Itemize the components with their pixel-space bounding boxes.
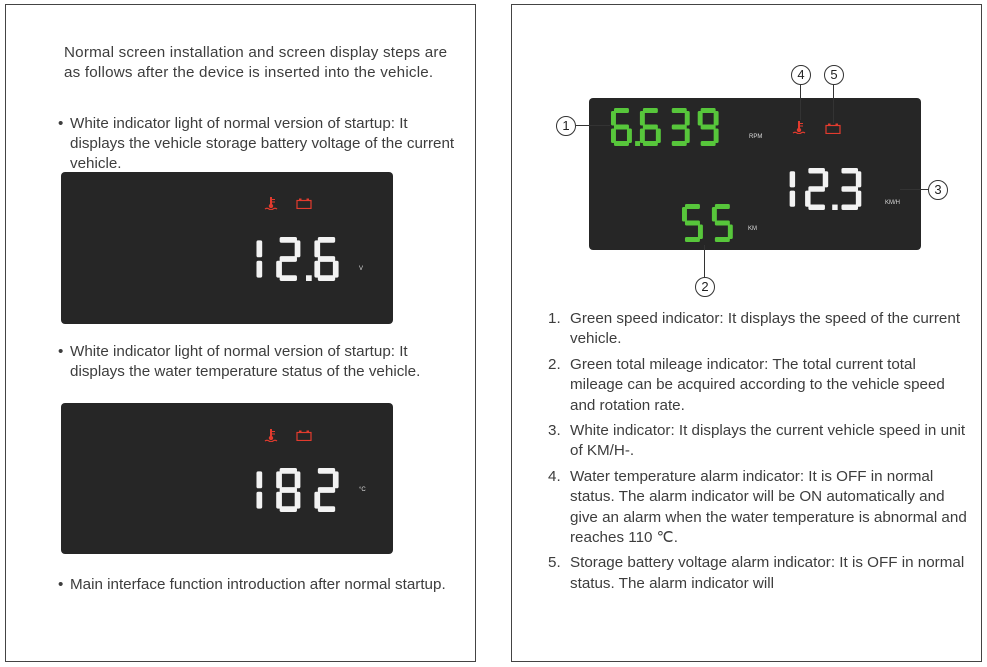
temperature-unit: °C <box>359 487 366 493</box>
segment-a <box>808 168 825 173</box>
list-item <box>548 421 968 462</box>
segment-d <box>701 141 716 146</box>
segment-g <box>614 125 629 130</box>
callout-2: 2 <box>695 277 715 297</box>
decimal-point <box>635 141 640 146</box>
battery-icon <box>296 430 312 441</box>
segment-a <box>318 468 335 474</box>
display-battery-voltage <box>61 172 393 324</box>
mileage-digits <box>682 204 752 246</box>
segment-b <box>256 471 262 488</box>
segment-g <box>280 487 297 493</box>
bullet-dot: • <box>58 576 64 593</box>
segment-d <box>715 237 730 242</box>
segment-a <box>841 168 858 173</box>
item-number: 3. <box>548 422 561 440</box>
segment-f <box>640 111 645 126</box>
item-text: Storage battery voltage alarm indicator: It is OFF in normal status. The alarm indicator will <box>570 554 965 592</box>
callout-line <box>833 85 834 123</box>
segment-d <box>614 141 629 146</box>
segment-b <box>333 471 339 488</box>
temperature-digits <box>238 468 378 516</box>
display-water-temperature <box>61 403 393 554</box>
segment-g <box>841 186 858 191</box>
callout-line <box>704 245 705 277</box>
voltage-digits <box>238 237 378 285</box>
segment-g <box>318 487 335 493</box>
item-number: 1. <box>548 310 561 327</box>
segment-d <box>808 205 825 210</box>
segment-e <box>314 261 320 278</box>
item-text: White indicator: It displays the current vehicle speed in unit of KM/H-. <box>570 422 966 460</box>
segment-b <box>685 111 690 126</box>
decimal-point <box>306 275 312 281</box>
list-item <box>548 467 968 549</box>
list-item <box>548 355 968 416</box>
segment-b <box>256 240 262 257</box>
callout-5: 5 <box>824 65 844 85</box>
segment-f <box>276 471 282 488</box>
segment-g <box>685 221 700 226</box>
segment-f <box>698 111 703 126</box>
segment-f <box>314 240 320 257</box>
segment-f <box>682 207 687 222</box>
mileage-unit: KM <box>748 226 757 232</box>
segment-a <box>280 468 297 474</box>
segment-a <box>318 237 335 243</box>
battery-icon <box>825 123 841 134</box>
segment-g <box>643 125 658 130</box>
item-number: 5. <box>548 554 561 572</box>
segment-g <box>715 221 730 226</box>
indicator-descriptions <box>548 309 968 599</box>
segment-e <box>276 261 282 278</box>
segment-c <box>295 492 301 509</box>
segment-c <box>790 191 795 207</box>
item-text: Water temperature alarm indicator: It is OFF in normal status. The alarm indicator will be ON automatically and give an alarm when the water temperature is abnormal and reaches 110 ℃. <box>570 467 967 547</box>
segment-g <box>318 256 335 262</box>
right-page <box>511 4 982 662</box>
segment-a <box>672 108 687 113</box>
callout-line <box>576 125 610 126</box>
left-page <box>5 4 476 662</box>
segment-d <box>672 141 687 146</box>
bullet-battery-voltage <box>58 114 458 174</box>
segment-a <box>685 204 700 209</box>
segment-g <box>672 125 687 130</box>
segment-d <box>643 141 658 146</box>
intro-text: Normal screen installation and screen display steps are as follows after the device is inserted into the vehicle. <box>64 44 448 81</box>
segment-a <box>280 237 297 243</box>
segment-f <box>712 207 717 222</box>
speed-digits <box>772 168 887 214</box>
segment-e <box>314 492 320 509</box>
segment-a <box>643 108 658 113</box>
item-text: Green total mileage indicator: The total current total mileage can be acquired according to the vehicle speed and rotation rate. <box>570 355 945 414</box>
segment-c <box>856 191 861 207</box>
segment-b <box>823 171 828 187</box>
segment-b <box>790 171 795 187</box>
segment-e <box>276 492 282 509</box>
segment-c <box>714 128 719 143</box>
segment-c <box>698 224 703 239</box>
segment-c <box>256 261 262 278</box>
segment-b <box>856 171 861 187</box>
bullet-water-text: White indicator light of normal version of startup: It displays the water temperature status of the vehicle. <box>70 343 421 380</box>
water-temperature-icon <box>792 120 806 134</box>
list-item <box>548 309 968 350</box>
segment-b <box>295 240 301 257</box>
segment-g <box>701 125 716 130</box>
segment-g <box>280 256 297 262</box>
callout-line <box>900 189 928 190</box>
segment-d <box>841 205 858 210</box>
callout-4: 4 <box>791 65 811 85</box>
segment-c <box>256 492 262 509</box>
speed-unit: KM/H <box>885 200 900 206</box>
item-number: 4. <box>548 467 561 485</box>
segment-d <box>318 275 335 281</box>
segment-a <box>715 204 730 209</box>
rpm-unit: RPM <box>749 134 763 140</box>
main-interface-display <box>589 98 921 250</box>
segment-e <box>640 128 645 143</box>
segment-d <box>280 506 297 512</box>
segment-c <box>728 224 733 239</box>
item-text: Green speed indicator: It displays the speed of the current vehicle. <box>570 310 961 348</box>
callout-3: 3 <box>928 180 948 200</box>
segment-e <box>611 128 616 143</box>
battery-icon <box>296 198 312 209</box>
segment-a <box>701 108 716 113</box>
decimal-point <box>832 205 837 210</box>
water-temperature-icon <box>264 196 278 210</box>
segment-f <box>611 111 616 126</box>
segment-b <box>714 111 719 126</box>
segment-d <box>685 237 700 242</box>
list-item <box>548 553 968 594</box>
bullet-main-text: Main interface function introduction after normal startup. <box>70 576 446 593</box>
water-temperature-icon <box>264 428 278 442</box>
segment-g <box>808 186 825 191</box>
voltage-unit: V <box>359 266 364 272</box>
bullet-dot: • <box>58 115 64 132</box>
callout-line <box>800 85 801 120</box>
bullet-dot: • <box>58 343 64 360</box>
bullet-battery-text: White indicator light of normal version of startup: It displays the vehicle storage battery voltage of the current vehicle. <box>70 115 455 172</box>
bullet-water-temperature <box>58 342 458 382</box>
segment-d <box>318 506 335 512</box>
item-number: 2. <box>548 355 561 373</box>
segment-c <box>333 261 339 278</box>
segment-c <box>627 128 632 143</box>
segment-b <box>295 471 301 488</box>
segment-c <box>685 128 690 143</box>
segment-e <box>805 191 810 207</box>
bullet-main-interface <box>58 575 458 595</box>
callout-1: 1 <box>556 116 576 136</box>
rpm-digits <box>611 108 751 152</box>
segment-d <box>280 275 297 281</box>
segment-a <box>614 108 629 113</box>
segment-c <box>656 128 661 143</box>
